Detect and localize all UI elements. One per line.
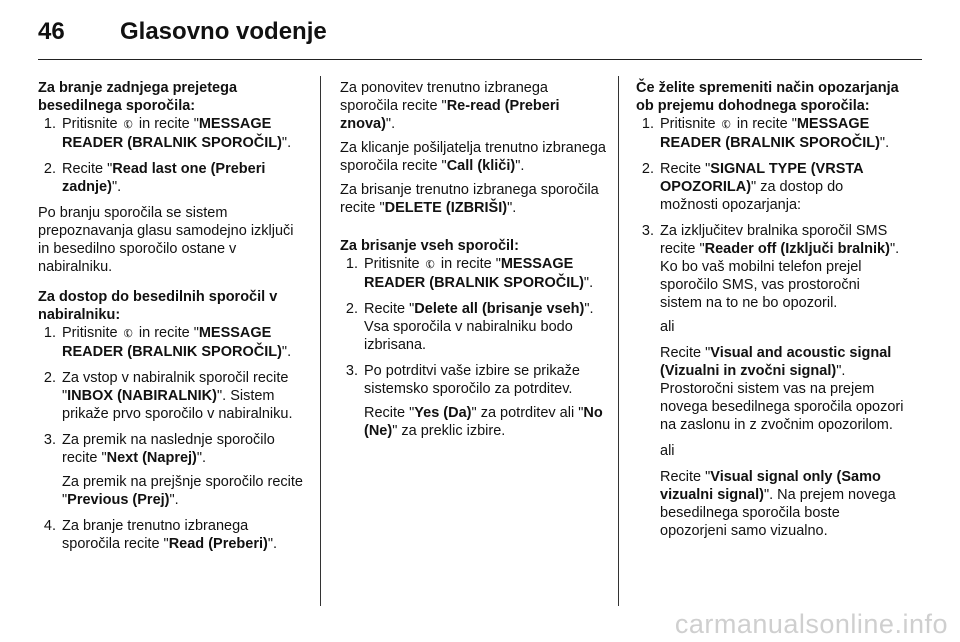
command-text: Delete all (brisanje vseh) [414, 301, 585, 317]
text: ". Vsa sporočila v nabiralniku bodo izbrisana. [364, 301, 594, 353]
section-heading-signal-type: Če želite spremeniti način opozarjanja ob prejemu dohodnega sporočila: [636, 80, 899, 114]
phone-handset-icon: ✆ [422, 256, 438, 273]
text: Za izključitev bralnika sporočil SMS recite " [660, 223, 888, 257]
text: Recite " [364, 301, 415, 317]
command-text: MESSAGE READER (BRALNIK SPOROČIL) [62, 116, 282, 151]
text: ". [281, 344, 292, 360]
column-divider-2 [618, 76, 619, 606]
command-text: Previous (Prej) [67, 492, 170, 508]
text: in recite " [436, 256, 501, 272]
watermark: carmanualsonline.info [674, 609, 948, 639]
text: " za potrditev ali " [471, 405, 584, 421]
list-item [340, 300, 607, 354]
text: " za preklic izbire. [392, 423, 506, 439]
text: Za vstop v nabiralnik sporočil recite " [62, 370, 289, 404]
command-text: Next (Naprej) [106, 450, 197, 466]
command-text: MESSAGE READER (BRALNIK SPOROČIL) [62, 325, 282, 360]
text: ". [879, 135, 890, 151]
text: in recite " [134, 325, 199, 341]
text: in recite " [732, 116, 797, 132]
text: ". [196, 450, 207, 466]
page-number: 46 [38, 18, 65, 45]
list-number: 3. [43, 432, 56, 448]
list-item [38, 517, 305, 553]
list-item [38, 115, 305, 152]
column-1 [38, 79, 305, 561]
header-rule [38, 59, 922, 60]
text: ". [385, 116, 396, 132]
page-header [38, 14, 327, 50]
command-text: Visual and acoustic signal (Vizualni in zvočni signal) [660, 345, 892, 379]
text: ". [515, 158, 525, 174]
list-number: 2. [43, 161, 56, 177]
command-text: No (Ne) [364, 405, 603, 439]
command-text: MESSAGE READER (BRALNIK SPOROČIL) [660, 116, 880, 151]
list-subparagraph [660, 468, 904, 540]
list-number: 3. [345, 363, 358, 379]
text: Za klicanje pošiljatelja trenutno izbranega sporočila recite " [340, 140, 606, 174]
text: ". Ko bo vaš mobilni telefon prejel sporočilo SMS, vas prostoročni sistem na to ne bo opozoril. [660, 241, 900, 311]
alternative-label: ali [660, 319, 675, 335]
list-item [340, 255, 607, 292]
list-subparagraph [62, 473, 305, 509]
text: ". Prostoročni sistem vas na prejem novega besedilnega sporočila opozori na zaslonu in z zvočnim opozorilom. [660, 363, 904, 433]
text: Pritisnite [62, 116, 122, 132]
list-number: 1. [43, 325, 56, 341]
command-text: Read (Preberi) [168, 536, 268, 552]
section-heading-inbox: Za dostop do besedilnih sporočil v nabiralniku: [38, 289, 278, 323]
text: Recite " [364, 405, 415, 421]
column-divider-1 [320, 76, 321, 606]
command-text: Reader off (Izključi bralnik) [704, 241, 890, 257]
phone-handset-icon: ✆ [120, 325, 136, 342]
text: Pritisnite [62, 325, 122, 341]
text: in recite " [134, 116, 199, 132]
phone-handset-icon: ✆ [120, 116, 136, 133]
list-item [38, 369, 305, 423]
alternative-label: ali [660, 443, 675, 459]
text: Za branje trenutno izbranega sporočila recite " [62, 518, 249, 552]
list-number: 2. [641, 161, 654, 177]
text: ". [169, 492, 179, 508]
list-number: 4. [43, 518, 56, 534]
list-item [636, 115, 904, 152]
section-heading-delete-all: Za brisanje vseh sporočil: [340, 238, 519, 254]
command-text: SIGNAL TYPE (VRSTA OPOZORILA) [660, 161, 864, 195]
paragraph [340, 139, 607, 175]
command-text: INBOX (NABIRALNIK) [67, 388, 217, 404]
command-text: Yes (Da) [414, 405, 472, 421]
text: Recite " [660, 345, 711, 361]
command-text: Read last one (Preberi zadnje) [62, 161, 266, 195]
paragraph [340, 79, 607, 133]
list-item [636, 222, 904, 312]
list-number: 2. [345, 301, 358, 317]
list-item [38, 324, 305, 361]
text: Za premik na naslednje sporočilo recite " [62, 432, 275, 466]
text: ". Na prejem novega besedilnega sporočila boste opozorjeni samo vizualno. [660, 487, 896, 539]
text: Pritisnite [660, 116, 720, 132]
list-number: 2. [43, 370, 56, 386]
text: ". [111, 179, 122, 195]
paragraph [340, 181, 607, 217]
text: Recite " [62, 161, 113, 177]
command-text: MESSAGE READER (BRALNIK SPOROČIL) [364, 256, 584, 291]
list-subparagraph [660, 344, 904, 434]
list-item [38, 431, 305, 467]
list-item [38, 160, 305, 196]
paragraph: Po branju sporočila se sistem prepoznavanja glasu samodejno izključi in besedilno sporočilo ostane v nabiralniku. [38, 205, 294, 275]
column-3 [636, 79, 904, 548]
list-number: 1. [43, 116, 56, 132]
text: ". [583, 275, 594, 291]
text: Recite " [660, 161, 711, 177]
phone-handset-icon: ✆ [718, 116, 734, 133]
text: ". Sistem prikaže prvo sporočilo v nabiralniku. [62, 388, 293, 422]
text: ". [507, 200, 517, 216]
command-text: DELETE (IZBRIŠI) [384, 200, 508, 216]
text: ". [281, 135, 292, 151]
text: Za brisanje trenutno izbranega sporočila recite " [340, 182, 599, 216]
page-title: Glasovno vodenje [120, 18, 327, 45]
text: Recite " [660, 469, 711, 485]
text: " za dostop do možnosti opozarjanja: [660, 179, 844, 213]
text: Pritisnite [364, 256, 424, 272]
text: ". [267, 536, 278, 552]
list-item [340, 362, 607, 398]
text: Za premik na prejšnje sporočilo recite " [62, 474, 303, 508]
command-text: Visual signal only (Samo vizualni signal) [660, 469, 881, 503]
list-subparagraph [364, 404, 607, 440]
command-text: Re-read (Preberi znova) [340, 98, 560, 132]
list-number: 3. [641, 223, 654, 239]
command-text: Call (kliči) [446, 158, 516, 174]
text: Po potrditvi vaše izbire se prikaže sistemsko sporočilo za potrditev. [364, 363, 580, 397]
section-heading-last-message: Za branje zadnjega prejetega besedilnega sporočila: [38, 80, 238, 114]
list-number: 1. [345, 256, 358, 272]
list-number: 1. [641, 116, 654, 132]
list-item [636, 160, 904, 214]
column-2 [340, 79, 607, 448]
text: Za ponovitev trenutno izbranega sporočila recite " [340, 80, 548, 114]
